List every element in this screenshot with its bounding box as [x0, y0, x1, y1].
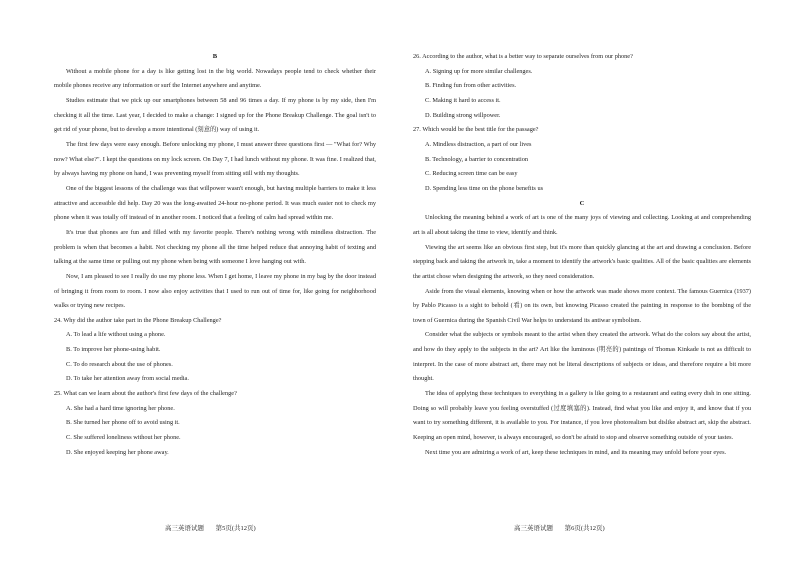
- question-24-option: C. To do research about the use of phones.: [66, 360, 173, 368]
- question-25-option: A. She had a hard time ignoring her phone.: [66, 404, 175, 412]
- passage-paragraph: The first few days were easy enough. Before unlocking my phone, I must answer three questions first — "What for? Why now? What else?". I kept the questions on my lock screen. On Day 7, I had lunch without my phone. It was fine. I realized that, by always having my phone on hand, I was preventing myself from sitting still with my thoughts.: [54, 140, 376, 178]
- left-column: [54, 50, 376, 460]
- question-25-stem: 25. What can we learn about the author's first few days of the challenge?: [54, 390, 237, 398]
- passage-paragraph: Studies estimate that we pick up our smartphones between 58 and 96 times a day. If my phone is by my side, then I'm checking it all the time. Last year, I decided to make a change: I signed up for the Phone Breakup Challenge. The goal isn't to get rid of your phone, but to develop a more intentional (刻意的) way of using it.: [54, 96, 376, 134]
- question-24-option: D. To take her attention away from social media.: [66, 375, 189, 383]
- section-label-c: C: [579, 199, 585, 207]
- section-label-b: B: [212, 53, 218, 60]
- footer-page-number: 第5页(共12页): [215, 525, 256, 532]
- footer-subject: 高三英语试题: [165, 525, 204, 532]
- passage-paragraph: Without a mobile phone for a day is like getting lost in the big world. Nowadays people tend to check whether their mobile phones receive any information or surf the Internet anywhere and anytime.: [54, 67, 376, 90]
- passage-paragraph: The idea of applying these techniques to everything in a gallery is like going to a restaurant and eating every dish in one sitting. Doing so will probably leave you feeling overstuffed (过度填塞的). Instead, find what you like and enjoy it, and know that if you want to try something different, it is available to you. For instance, if you love photorealism but dislike abstract art, skip the abstract. Keeping an open mind, however, is always encouraged, so don't be afraid to stop and observe something outside of your tastes.: [413, 390, 751, 442]
- question-27-option: C. Reducing screen time can be easy: [425, 170, 518, 178]
- question-26-option: A. Signing up for more similar challenges.: [425, 67, 533, 75]
- passage-paragraph: Now, I am pleased to see I really do use my phone less. When I get home, I leave my phone in my bag by the door instead of bringing it from room to room. I now also enjoy activities that I used to run out of time for, like going for neighborhood walks or trying new recipes.: [54, 272, 376, 310]
- passage-paragraph: Consider what the subjects or symbols meant to the artist when they created the artwork. What do the colors say about the artist, and how do they apply to the subjects in the art? Art like the luminous (明亮的) paintings of Thomas Kinkade is not as difficult to interpret. In the case of more abstract art, there may not be literal descriptions of subjects or ideas, and therefore require a bit more thought.: [413, 331, 751, 383]
- passage-paragraph: It's true that phones are fun and filled with my favorite people. There's nothing wrong with mindless distraction. The problem is when that becomes a habit. Not checking my phone all the time helped reduce that annoying habit of texting and talking at the same time or pulling out my phone when being with someone I love hanging out with.: [54, 228, 376, 266]
- right-column: [413, 50, 751, 460]
- page-footer: [165, 523, 256, 532]
- footer-subject: 高三英语试题: [514, 525, 553, 532]
- passage-paragraph: Aside from the visual elements, knowing when or how the artwork was made shows more context. The famous Guernica (1937) by Pablo Picasso is a sight to behold (看) on its own, but knowing Picasso created the painting in response to the bombing of the town of Guernica during the Spanish Civil War helps to understand its antiwar symbolism.: [413, 287, 751, 324]
- question-27-option: B. Technology, a barrier to concentration: [425, 155, 529, 163]
- question-25-option: B. She turned her phone off to avoid using it.: [66, 419, 180, 427]
- passage-paragraph: Viewing the art seems like an obvious first step, but it's more than quickly glancing at the art and drawing a conclusion. Before stepping back and taking the artwork in, take a moment to identify the artwork's basic qualities. All of the basic qualities are elements the artist chose when designing the artwork, so they need consideration.: [413, 243, 751, 280]
- question-26-stem: 26. According to the author, what is a better way to separate ourselves from our phone?: [413, 53, 633, 60]
- question-24-option: A. To lead a life without using a phone.: [66, 331, 166, 339]
- question-25-option: C. She suffered loneliness without her phone.: [66, 434, 181, 442]
- question-26-option: C. Making it hard to access it.: [425, 96, 501, 104]
- footer-page-number: 第6页(共12页): [564, 525, 605, 532]
- passage-paragraph: Unlocking the meaning behind a work of art is one of the many joys of viewing and collecting. Looking at and comprehending art is all about taking the time to view, identify and think.: [413, 214, 751, 236]
- question-24-stem: 24. Why did the author take part in the Phone Breakup Challenge?: [54, 316, 222, 324]
- question-27-option: D. Spending less time on the phone benefits us: [425, 184, 544, 192]
- question-26-option: B. Finding fun from other activities.: [425, 82, 517, 90]
- passage-paragraph: One of the biggest lessons of the challenge was that willpower wasn't enough, but having multiple barriers to make it less attractive and accessible did help. Day 20 was the long-awaited 24-hour no-phone period. It was much easier not to check my phone when it was totally off instead of in another room. I noticed that a feeling of calm had spread within me.: [54, 184, 376, 222]
- passage-paragraph: Next time you are admiring a work of art, keep these techniques in mind, and its meaning may unfold before your eyes.: [425, 448, 727, 456]
- page-footer: [514, 523, 605, 532]
- question-26-option: D. Building strong willpower.: [425, 111, 501, 119]
- question-25-option: D. She enjoyed keeping her phone away.: [66, 448, 169, 456]
- question-27-stem: 27. Which would be the best title for the passage?: [413, 126, 539, 134]
- question-24-option: B. To improve her phone-using habit.: [66, 346, 161, 354]
- question-27-option: A. Mindless distraction, a part of our lives: [425, 140, 532, 148]
